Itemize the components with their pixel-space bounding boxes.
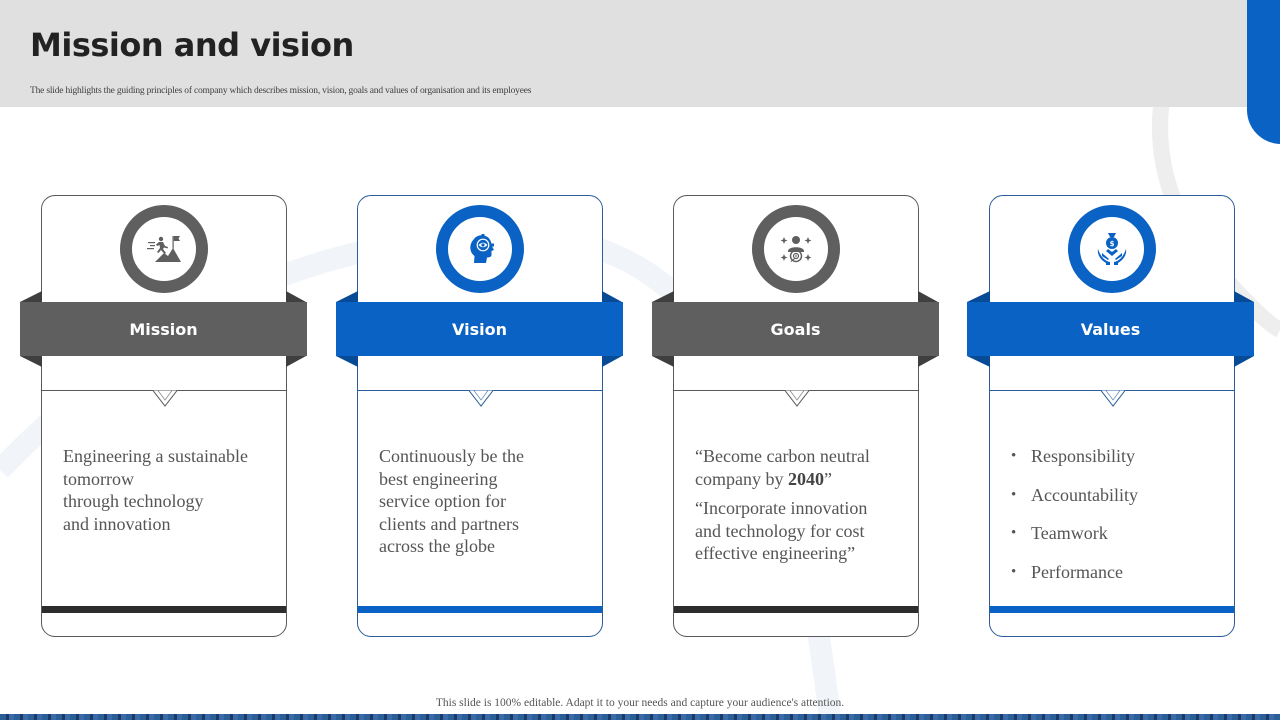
mission-title: Mission (129, 319, 198, 339)
chevron-down-icon (785, 390, 809, 410)
money-bag-hands-icon (1092, 229, 1132, 269)
vision-text (379, 445, 588, 558)
values-list (1011, 445, 1220, 599)
mission-ribbon (20, 302, 307, 356)
corner-accent-tab (1247, 0, 1280, 144)
mission-line: Engineering a sustainable (63, 446, 248, 466)
vision-title: Vision (452, 319, 507, 339)
goal-item (695, 497, 904, 565)
vision-icon-ring (436, 205, 524, 293)
goals-title: Goals (770, 319, 821, 339)
goals-icon-ring (752, 205, 840, 293)
goal-year: 2040 (787, 468, 824, 489)
card-goals (673, 195, 919, 637)
bottom-stripe (0, 714, 1280, 720)
goals-ribbon (652, 302, 939, 356)
mission-line: and innovation (63, 513, 171, 534)
values-ribbon (967, 302, 1254, 356)
page-subtitle: The slide highlights the guiding principles of company which describes mission, vision, goals and values of organisation and its employees (30, 86, 532, 96)
chevron-down-icon (469, 390, 493, 410)
values-icon-ring (1068, 205, 1156, 293)
card-values (989, 195, 1235, 637)
vision-ribbon (336, 302, 623, 356)
values-footer-bar (990, 606, 1234, 613)
goal-line: company by (695, 468, 788, 489)
goals-footer-bar (674, 606, 918, 613)
card-mission (41, 195, 287, 637)
goal-line: ” (823, 468, 832, 489)
mission-icon-ring (120, 205, 208, 293)
svg-text:$: $ (1109, 240, 1115, 248)
mission-text (63, 445, 272, 535)
vision-line: Continuously be the (379, 446, 524, 466)
goals-text (695, 445, 904, 565)
vision-line: across the globe (379, 536, 495, 556)
vision-line: service option for (379, 491, 506, 511)
runner-to-mountain-flag-icon (144, 229, 184, 269)
page-title: Mission and vision (30, 26, 354, 64)
mission-line: tomorrow (63, 468, 134, 489)
values-list-item: • Responsibility (1011, 445, 1220, 484)
goal-line: and technology for cost (695, 520, 865, 541)
goal-line: effective engineering” (695, 543, 856, 563)
goal-item (695, 445, 904, 490)
vision-line: clients and partners (379, 513, 519, 534)
mission-footer-bar (42, 606, 286, 613)
values-list-item: • Performance (1011, 561, 1220, 600)
chevron-down-icon (153, 390, 177, 410)
values-list-item: • Accountability (1011, 484, 1220, 523)
goal-line: “Incorporate innovation (695, 498, 868, 518)
values-list-item: • Teamwork (1011, 522, 1220, 561)
person-target-sparkles-icon (776, 229, 816, 269)
goal-line: “Become carbon neutral (695, 446, 870, 466)
vision-footer-bar (358, 606, 602, 613)
chevron-down-icon (1101, 390, 1125, 410)
values-title: Values (1080, 319, 1141, 339)
head-gear-eye-icon (460, 229, 500, 269)
card-vision (357, 195, 603, 637)
vision-line: best engineering (379, 468, 498, 489)
mission-line: through technology (63, 491, 204, 511)
footer-note: This slide is 100% editable. Adapt it to your needs and capture your audience's attention. (435, 697, 845, 709)
values-text (1011, 445, 1220, 599)
